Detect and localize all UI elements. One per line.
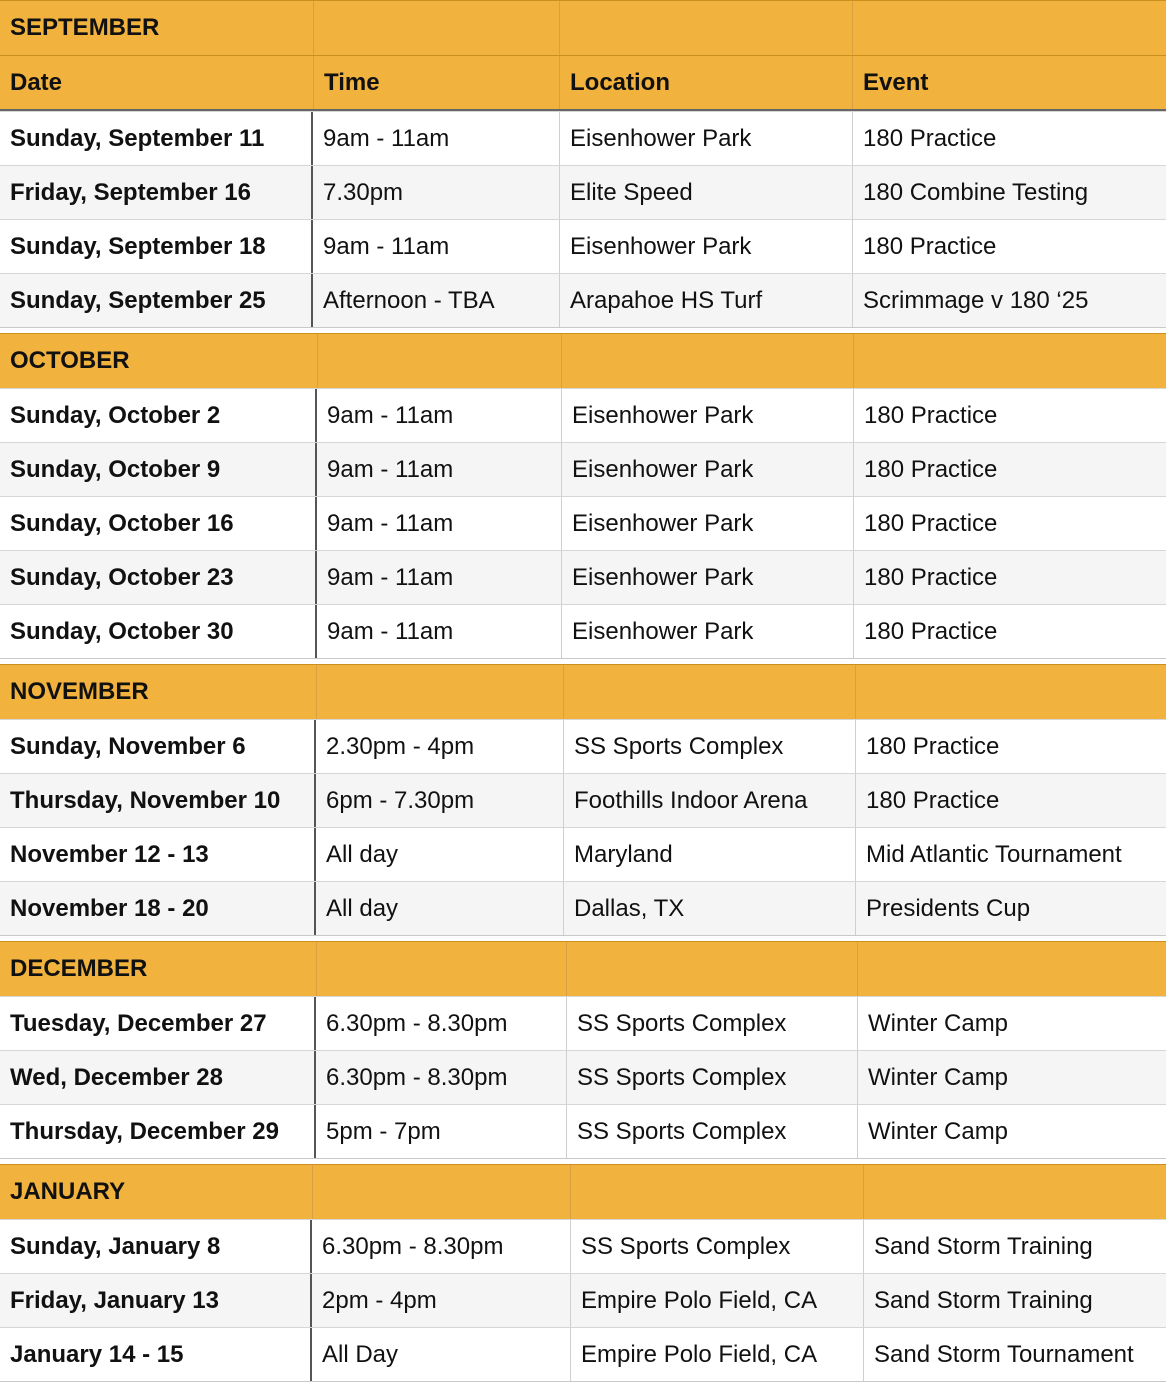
cell-date: Wed, December 28 bbox=[0, 1051, 316, 1104]
table-row bbox=[0, 165, 1166, 219]
column-header-location: Location bbox=[559, 56, 852, 109]
cell-location: SS Sports Complex bbox=[570, 1220, 863, 1273]
cell-event: 180 Practice bbox=[853, 497, 1166, 550]
month-header-row bbox=[0, 0, 1166, 55]
cell-location: Empire Polo Field, CA bbox=[570, 1328, 863, 1381]
month-header-empty-cell bbox=[566, 942, 857, 996]
month-section-october bbox=[0, 333, 1166, 659]
column-header-date: Date bbox=[10, 68, 63, 96]
column-header-event: Event bbox=[852, 56, 1166, 109]
table-row bbox=[0, 442, 1166, 496]
cell-time: 9am - 11am bbox=[323, 124, 450, 152]
table-row bbox=[0, 827, 1166, 881]
month-header-empty-cell bbox=[863, 1165, 1166, 1219]
cell-time: 5pm - 7pm bbox=[326, 1117, 441, 1145]
month-section-november bbox=[0, 664, 1166, 936]
cell-date: Sunday, October 9 bbox=[0, 443, 317, 496]
cell-event: Sand Storm Training bbox=[863, 1274, 1166, 1327]
table-row bbox=[0, 996, 1166, 1050]
cell-time: 9am - 11am bbox=[327, 455, 454, 483]
cell-event: 180 Practice bbox=[853, 443, 1166, 496]
month-title: OCTOBER bbox=[10, 347, 130, 374]
table-row bbox=[0, 496, 1166, 550]
month-header-empty-cell bbox=[855, 665, 1166, 719]
cell-date: Sunday, October 2 bbox=[0, 389, 317, 442]
month-header-empty-cell bbox=[313, 1, 559, 55]
cell-time: 6pm - 7.30pm bbox=[326, 786, 475, 814]
cell-location: SS Sports Complex bbox=[566, 1051, 857, 1104]
month-header-row bbox=[0, 333, 1166, 388]
cell-date: Tuesday, December 27 bbox=[0, 997, 316, 1050]
cell-date: Friday, January 13 bbox=[0, 1274, 312, 1327]
cell-time: All day bbox=[326, 840, 399, 868]
table-row bbox=[0, 388, 1166, 442]
cell-event: Mid Atlantic Tournament bbox=[855, 828, 1166, 881]
cell-location: Eisenhower Park bbox=[561, 605, 853, 658]
cell-event: Winter Camp bbox=[857, 1105, 1166, 1158]
table-row bbox=[0, 1327, 1166, 1381]
cell-event: 180 Practice bbox=[852, 112, 1166, 165]
table-row bbox=[0, 273, 1166, 327]
cell-location: SS Sports Complex bbox=[566, 997, 857, 1050]
cell-location: Empire Polo Field, CA bbox=[570, 1274, 863, 1327]
cell-time: 9am - 11am bbox=[327, 563, 454, 591]
cell-event: 180 Practice bbox=[855, 720, 1166, 773]
cell-time: 6.30pm - 8.30pm bbox=[322, 1232, 504, 1260]
month-header-empty-cell bbox=[316, 665, 563, 719]
table-row bbox=[0, 719, 1166, 773]
cell-date: November 12 - 13 bbox=[0, 828, 316, 881]
table-row bbox=[0, 1219, 1166, 1273]
month-section-december bbox=[0, 941, 1166, 1159]
cell-event: 180 Practice bbox=[853, 605, 1166, 658]
cell-location: Maryland bbox=[563, 828, 855, 881]
month-header-row bbox=[0, 1164, 1166, 1219]
cell-event: Presidents Cup bbox=[855, 882, 1166, 935]
month-header-empty-cell bbox=[852, 1, 1166, 55]
table-row bbox=[0, 1050, 1166, 1104]
cell-date: Sunday, September 25 bbox=[0, 274, 313, 327]
cell-location: Eisenhower Park bbox=[561, 443, 853, 496]
cell-location: Dallas, TX bbox=[563, 882, 855, 935]
cell-date: Sunday, September 11 bbox=[0, 112, 313, 165]
table-row bbox=[0, 550, 1166, 604]
cell-event: 180 Practice bbox=[855, 774, 1166, 827]
cell-time: Afternoon - TBA bbox=[323, 286, 495, 314]
cell-date: Sunday, September 18 bbox=[0, 220, 313, 273]
cell-date: Sunday, October 16 bbox=[0, 497, 317, 550]
cell-event: 180 Practice bbox=[853, 551, 1166, 604]
cell-location: SS Sports Complex bbox=[566, 1105, 857, 1158]
month-title: SEPTEMBER bbox=[10, 14, 160, 41]
month-header-empty-cell bbox=[563, 665, 855, 719]
cell-time: All day bbox=[326, 894, 399, 922]
cell-date: Sunday, October 23 bbox=[0, 551, 317, 604]
cell-date: Thursday, December 29 bbox=[0, 1105, 316, 1158]
cell-date: Sunday, November 6 bbox=[0, 720, 316, 773]
cell-event: Sand Storm Tournament bbox=[863, 1328, 1166, 1381]
table-row bbox=[0, 604, 1166, 658]
cell-date: January 14 - 15 bbox=[0, 1328, 312, 1381]
month-header-empty-cell bbox=[559, 1, 852, 55]
cell-location: Elite Speed bbox=[559, 166, 852, 219]
cell-event: Scrimmage v 180 ‘25 bbox=[852, 274, 1166, 327]
table-row bbox=[0, 1273, 1166, 1327]
cell-date: Sunday, October 30 bbox=[0, 605, 317, 658]
cell-event: 180 Practice bbox=[853, 389, 1166, 442]
cell-location: Eisenhower Park bbox=[559, 112, 852, 165]
cell-location: Eisenhower Park bbox=[559, 220, 852, 273]
column-header-row bbox=[0, 55, 1166, 111]
cell-location: Eisenhower Park bbox=[561, 497, 853, 550]
table-row bbox=[0, 881, 1166, 935]
cell-location: Eisenhower Park bbox=[561, 551, 853, 604]
month-header-row bbox=[0, 941, 1166, 996]
table-row bbox=[0, 773, 1166, 827]
month-title: JANUARY bbox=[10, 1178, 126, 1205]
cell-time: 9am - 11am bbox=[323, 232, 450, 260]
cell-location: Foothills Indoor Arena bbox=[563, 774, 855, 827]
cell-location: Arapahoe HS Turf bbox=[559, 274, 852, 327]
cell-event: Winter Camp bbox=[857, 997, 1166, 1050]
cell-time: 6.30pm - 8.30pm bbox=[326, 1009, 508, 1037]
cell-event: Winter Camp bbox=[857, 1051, 1166, 1104]
month-header-empty-cell bbox=[317, 334, 561, 388]
cell-time: 7.30pm bbox=[323, 178, 404, 206]
cell-event: 180 Combine Testing bbox=[852, 166, 1166, 219]
table-row bbox=[0, 111, 1166, 165]
cell-time: 9am - 11am bbox=[327, 509, 454, 537]
cell-time: 2.30pm - 4pm bbox=[326, 732, 475, 760]
cell-date: Thursday, November 10 bbox=[0, 774, 316, 827]
cell-time: 9am - 11am bbox=[327, 401, 454, 429]
month-header-empty-cell bbox=[312, 1165, 570, 1219]
month-header-empty-cell bbox=[316, 942, 566, 996]
month-header-empty-cell bbox=[561, 334, 853, 388]
cell-event: Sand Storm Training bbox=[863, 1220, 1166, 1273]
cell-time: All Day bbox=[322, 1340, 399, 1368]
column-header-time: Time bbox=[313, 56, 559, 109]
table-row bbox=[0, 1104, 1166, 1158]
cell-date: Sunday, January 8 bbox=[0, 1220, 312, 1273]
cell-time: 6.30pm - 8.30pm bbox=[326, 1063, 508, 1091]
month-section-september bbox=[0, 0, 1166, 328]
month-header-empty-cell bbox=[857, 942, 1166, 996]
month-header-empty-cell bbox=[853, 334, 1166, 388]
cell-date: November 18 - 20 bbox=[0, 882, 316, 935]
month-header-empty-cell bbox=[570, 1165, 863, 1219]
cell-event: 180 Practice bbox=[852, 220, 1166, 273]
month-title: NOVEMBER bbox=[10, 678, 149, 705]
cell-date: Friday, September 16 bbox=[0, 166, 313, 219]
month-title: DECEMBER bbox=[10, 955, 148, 982]
cell-time: 9am - 11am bbox=[327, 617, 454, 645]
month-header-row bbox=[0, 664, 1166, 719]
cell-location: Eisenhower Park bbox=[561, 389, 853, 442]
table-row bbox=[0, 219, 1166, 273]
cell-location: SS Sports Complex bbox=[563, 720, 855, 773]
cell-time: 2pm - 4pm bbox=[322, 1286, 437, 1314]
month-section-january bbox=[0, 1164, 1166, 1382]
